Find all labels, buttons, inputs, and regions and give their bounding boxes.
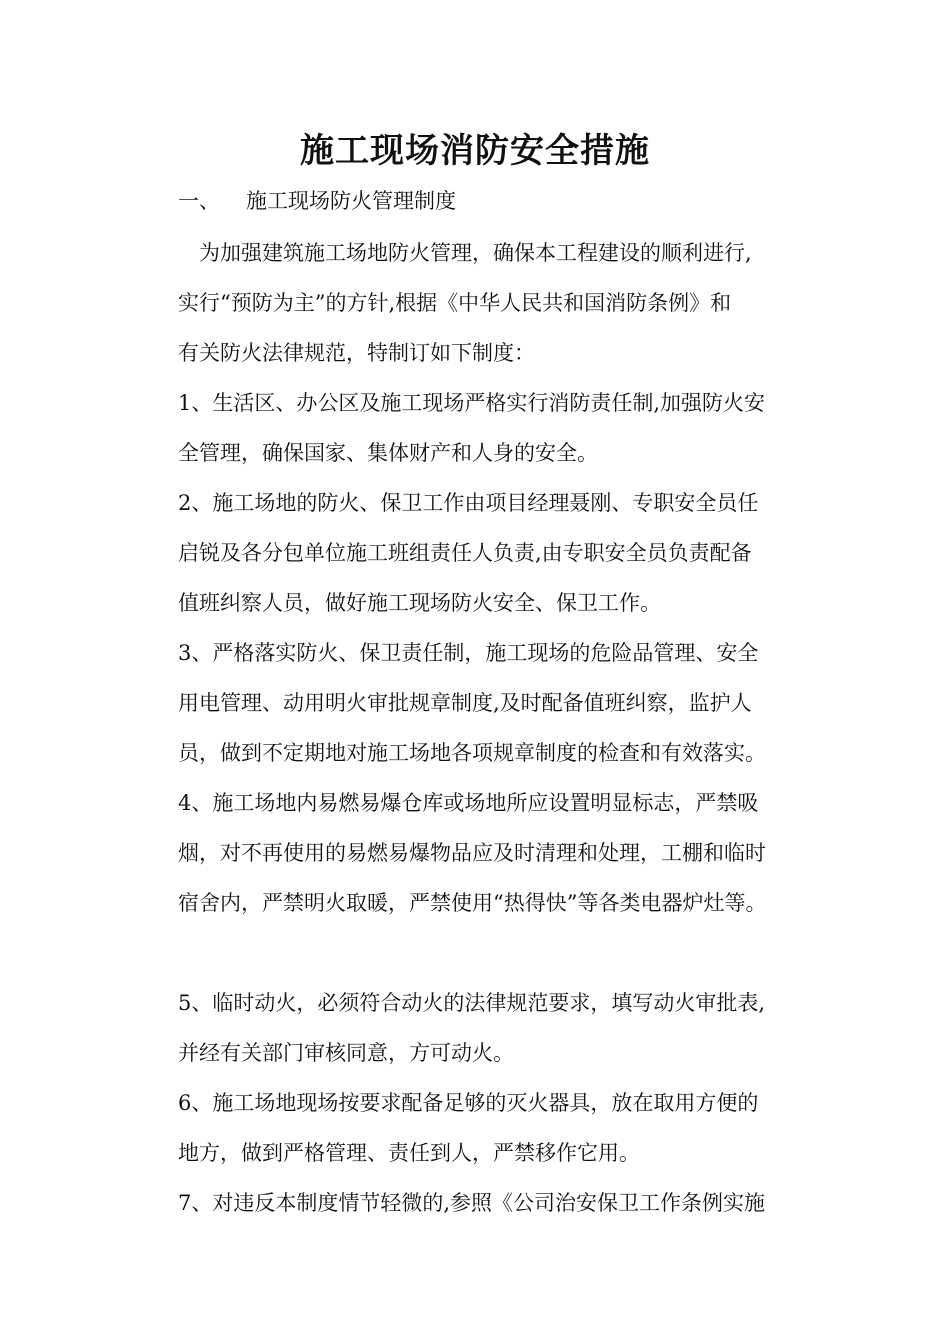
body-line: 为加强建筑施工场地防火管理，确保本工程建设的顺利进行, bbox=[178, 241, 752, 265]
body-line: 2、施工场地的防火、保卫工作由项目经理聂刚、专职安全员任 bbox=[178, 491, 759, 515]
section-heading-text: 施工现场防火管理制度 bbox=[246, 189, 456, 213]
body-line: 4、施工场地内易燃易爆仓库或场地所应设置明显标志，严禁吸 bbox=[178, 791, 759, 815]
body-line: 1、生活区、办公区及施工现场严格实行消防责任制,加强防火安 bbox=[178, 391, 766, 415]
body-line: 6、施工场地现场按要求配备足够的灭火器具，放在取用方便的 bbox=[178, 1091, 759, 1115]
section-heading bbox=[178, 186, 456, 216]
body-line: 5、临时动火，必须符合动火的法律规范要求，填写动火审批表, bbox=[178, 991, 766, 1015]
body-line: 值班纠察人员，做好施工现场防火安全、保卫工作。 bbox=[178, 591, 661, 615]
body-line: 有关防火法律规范，特制订如下制度： bbox=[178, 341, 535, 365]
page-title: 施工现场消防安全措施 bbox=[300, 131, 650, 171]
body-line: 宿舍内，严禁明火取暖，严禁使用“热得快”等各类电器炉灶等。 bbox=[178, 891, 767, 915]
body-line: 地方，做到严格管理、责任到人，严禁移作它用。 bbox=[178, 1141, 640, 1165]
body-line: 并经有关部门审核同意，方可动火。 bbox=[178, 1041, 514, 1065]
section-number: 一、 bbox=[178, 189, 220, 213]
body-line: 7、对违反本制度情节轻微的,参照《公司治安保卫工作条例实施 bbox=[178, 1191, 766, 1215]
body-line: 用电管理、动用明火审批规章制度,及时配备值班纠察，监护人 bbox=[178, 691, 752, 715]
body-line: 启锐及各分包单位施工班组责任人负责,由专职安全员负责配备 bbox=[178, 541, 752, 565]
body-line: 全管理，确保国家、集体财产和人身的安全。 bbox=[178, 441, 598, 465]
body-line: 烟，对不再使用的易燃易爆物品应及时清理和处理，工棚和临时 bbox=[178, 841, 766, 865]
body-line: 3、严格落实防火、保卫责任制，施工现场的危险品管理、安全 bbox=[178, 641, 759, 665]
body-line: 员，做到不定期地对施工场地各项规章制度的检查和有效落实。 bbox=[178, 741, 766, 765]
document-body bbox=[178, 228, 828, 1228]
blank-line bbox=[178, 928, 828, 978]
body-line: 实行“预防为主”的方针,根据《中华人民共和国消防条例》和 bbox=[178, 291, 732, 315]
